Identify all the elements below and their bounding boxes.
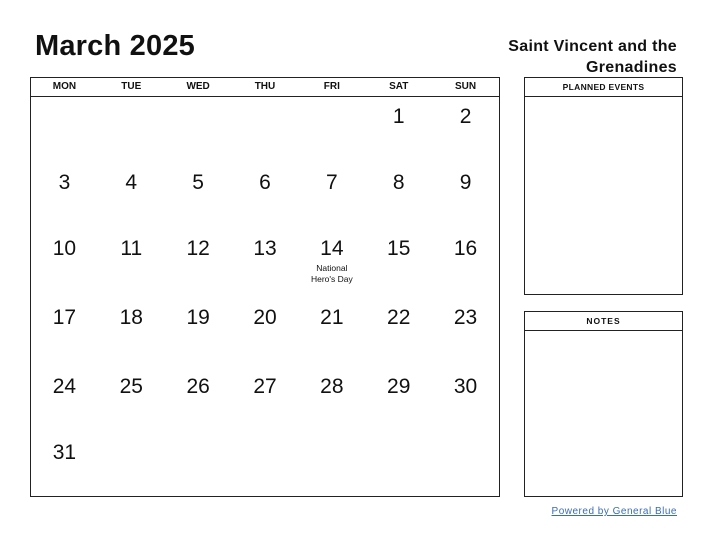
day-number: 2 — [459, 105, 472, 128]
day-cell — [31, 163, 98, 229]
day-number: 30 — [453, 375, 478, 398]
weekday-thu: THU — [254, 81, 276, 92]
day-number: 21 — [320, 306, 344, 329]
day-cell — [298, 163, 365, 229]
notes-panel — [524, 311, 683, 497]
day-number — [298, 97, 365, 105]
weekday-header — [31, 78, 499, 97]
weekday-sat: SAT — [389, 81, 409, 92]
day-number: 20 — [253, 306, 277, 329]
day-number — [432, 433, 499, 441]
day-cell — [298, 298, 365, 367]
day-cell — [232, 298, 299, 367]
day-cell — [432, 163, 499, 229]
day-cell — [232, 229, 299, 298]
day-cell — [432, 229, 499, 298]
day-cell — [165, 229, 232, 298]
day-number: 11 — [120, 237, 143, 260]
day-number: 1 — [392, 105, 405, 128]
day-cell — [31, 367, 98, 433]
day-cell — [365, 163, 432, 229]
day-cell — [232, 97, 299, 163]
day-cell — [31, 298, 98, 367]
day-cell — [165, 298, 232, 367]
day-number: 5 — [192, 171, 204, 194]
day-number: 29 — [387, 375, 411, 398]
day-number: 18 — [119, 306, 143, 329]
day-number: 8 — [392, 171, 405, 194]
day-number: 10 — [52, 237, 77, 260]
day-number: 24 — [52, 375, 77, 398]
day-number: 17 — [52, 306, 77, 329]
day-number — [98, 97, 165, 105]
day-cell — [298, 367, 365, 433]
day-number: 6 — [259, 171, 271, 194]
planned-events-panel — [524, 77, 683, 295]
day-cell — [232, 433, 299, 499]
day-cell — [365, 298, 432, 367]
day-cell — [232, 163, 299, 229]
day-cell — [432, 97, 499, 163]
calendar-grid — [30, 77, 500, 497]
weekday-wed: WED — [186, 81, 210, 92]
month-title: March 2025 — [35, 30, 195, 62]
weekday-mon: MON — [52, 81, 77, 92]
holiday-label: National Hero's Day — [310, 263, 353, 284]
day-cell — [165, 97, 232, 163]
day-cell — [98, 433, 165, 499]
day-number: 19 — [186, 306, 210, 329]
day-cell — [165, 433, 232, 499]
day-cell — [98, 367, 165, 433]
day-cell — [98, 229, 165, 298]
day-cell — [365, 433, 432, 499]
day-number: 23 — [453, 306, 478, 329]
weekday-sun: SUN — [455, 81, 477, 92]
day-number — [298, 433, 365, 441]
day-number: 12 — [186, 237, 210, 260]
day-cell — [432, 367, 499, 433]
calendar-body — [31, 97, 499, 499]
day-cell — [298, 433, 365, 499]
day-number: 14 — [320, 237, 344, 260]
day-cell — [31, 97, 98, 163]
day-cell — [165, 163, 232, 229]
powered-by-link[interactable]: Powered by General Blue — [551, 506, 677, 517]
day-cell — [165, 367, 232, 433]
day-number — [365, 433, 432, 441]
day-cell — [31, 229, 98, 298]
day-number — [232, 97, 299, 105]
day-cell — [31, 433, 98, 499]
day-number: 27 — [253, 375, 277, 398]
day-cell — [365, 367, 432, 433]
day-cell — [432, 433, 499, 499]
day-cell — [98, 163, 165, 229]
weekday-tue: TUE — [121, 81, 142, 92]
day-number: 25 — [119, 375, 143, 398]
planned-events-label: PLANNED EVENTS — [525, 78, 682, 97]
day-number — [98, 433, 165, 441]
weekday-fri: FRI — [323, 81, 340, 92]
day-number: 7 — [326, 171, 338, 194]
notes-label: NOTES — [525, 312, 682, 331]
day-cell — [432, 298, 499, 367]
day-number — [31, 97, 98, 105]
day-cell — [365, 97, 432, 163]
day-number — [232, 433, 299, 441]
day-number: 13 — [253, 237, 277, 260]
day-cell — [232, 367, 299, 433]
day-number: 9 — [459, 171, 472, 194]
day-number: 28 — [320, 375, 344, 398]
day-cell — [98, 298, 165, 367]
day-number — [165, 97, 232, 105]
day-number: 31 — [52, 441, 77, 464]
day-number: 22 — [387, 306, 411, 329]
day-cell — [98, 97, 165, 163]
country-name: Saint Vincent and the Grenadines — [508, 38, 677, 76]
day-cell — [365, 229, 432, 298]
day-number: 4 — [125, 171, 138, 194]
day-cell — [298, 229, 365, 298]
day-number: 16 — [453, 237, 478, 260]
day-number: 15 — [387, 237, 411, 260]
day-number — [165, 433, 232, 441]
day-cell — [298, 97, 365, 163]
day-number: 26 — [186, 375, 210, 398]
day-number: 3 — [58, 171, 71, 194]
